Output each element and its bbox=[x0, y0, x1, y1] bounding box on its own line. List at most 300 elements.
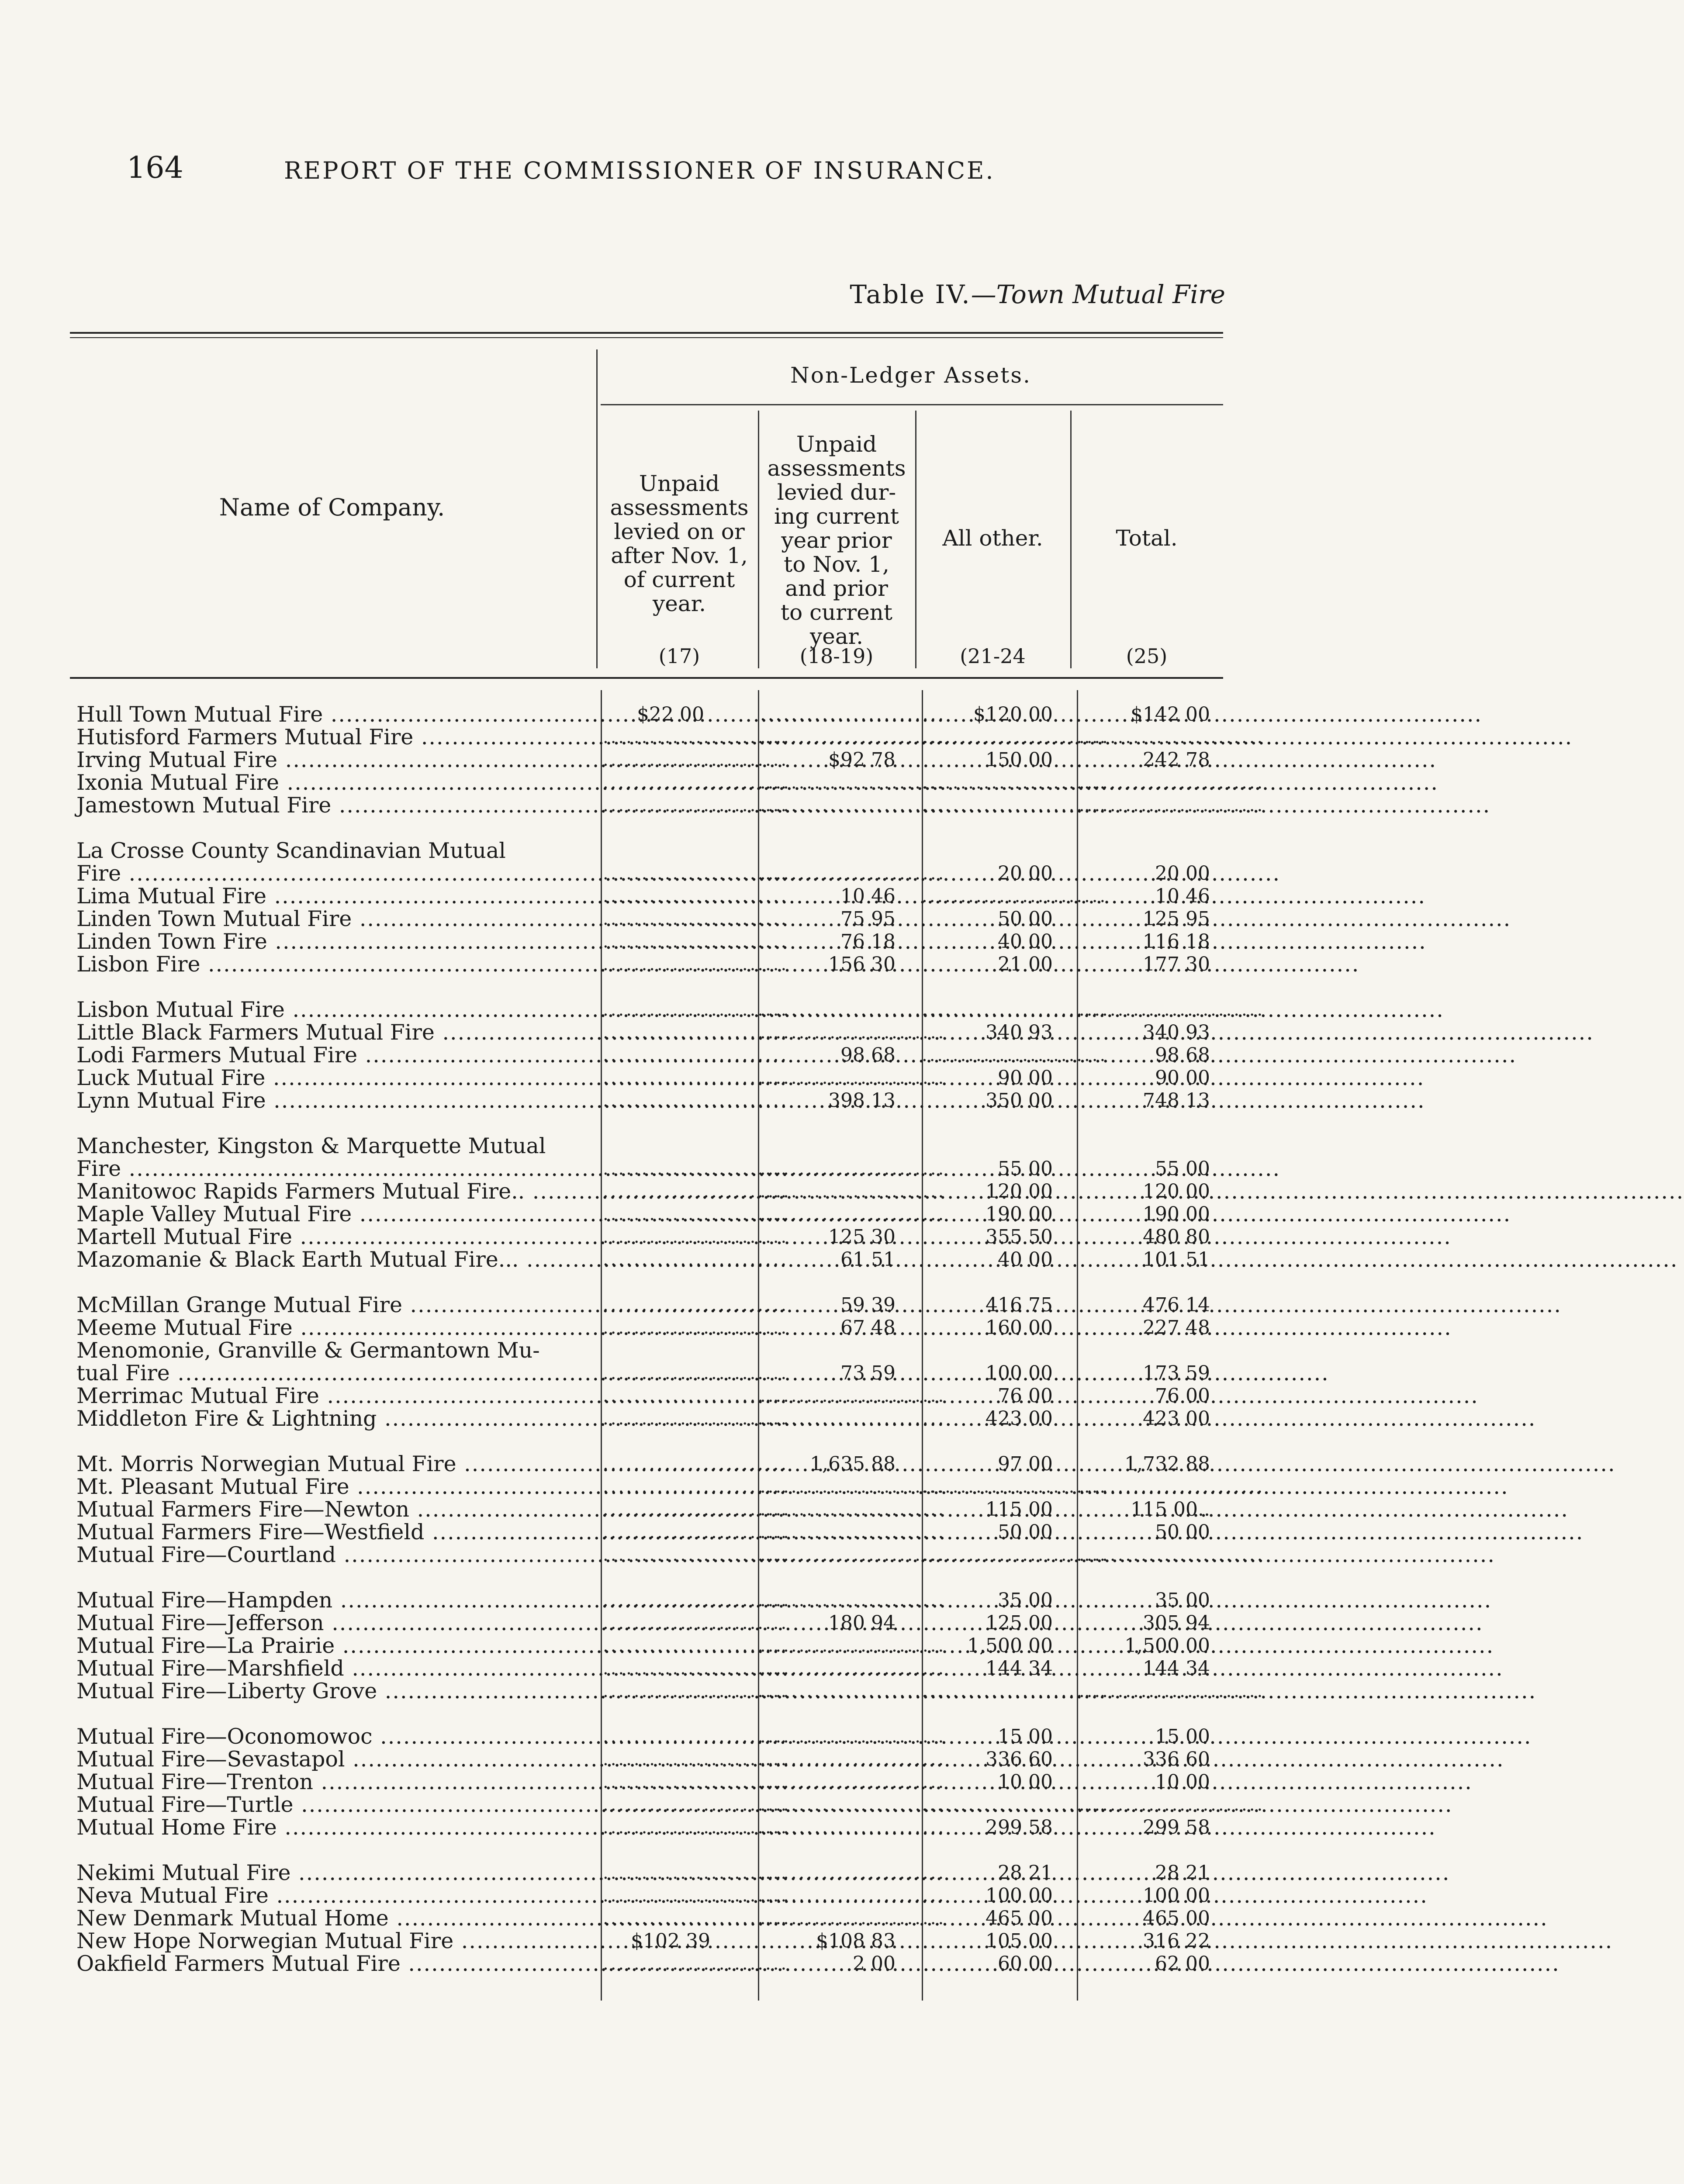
header-line: assessments bbox=[610, 495, 749, 520]
company-name: Lisbon Fire ..... bbox=[76, 953, 592, 976]
table-row bbox=[0, 794, 1276, 817]
value-c21: 299 58 bbox=[986, 1816, 1053, 1838]
value-c25: 423 00 bbox=[1143, 1407, 1210, 1430]
leader-dots-c17: ........................ bbox=[603, 1068, 789, 1088]
value-c25: 177 30 bbox=[1143, 953, 1210, 975]
value-c25: 55 00 bbox=[1155, 1158, 1210, 1180]
table-row bbox=[0, 726, 1276, 749]
value-c18: 398 13 bbox=[828, 1089, 896, 1112]
leader-dots-c17: ........................ bbox=[603, 1636, 789, 1656]
leader-dots-c17: ........................ bbox=[603, 1318, 789, 1338]
leader-dots-c25: ........................ bbox=[1079, 1477, 1265, 1497]
company-name: Ixonia Mutual Fire ..... bbox=[76, 771, 592, 794]
table-row bbox=[0, 1089, 1276, 1112]
value-c18: 156 30 bbox=[828, 953, 896, 975]
column-header-21-24 bbox=[915, 526, 1070, 550]
company-name: Mutual Farmers Fire—Westfield ..... bbox=[76, 1521, 592, 1544]
value-c25: 336 60 bbox=[1143, 1748, 1210, 1770]
company-name: Lodi Farmers Mutual Fire ..... bbox=[76, 1044, 592, 1067]
value-c25: 120 00 bbox=[1143, 1180, 1210, 1203]
table-row bbox=[0, 1544, 1276, 1566]
company-name: Maple Valley Mutual Fire ..... bbox=[76, 1203, 592, 1226]
leader-dots-c17: ........................ bbox=[603, 1659, 789, 1679]
leader-dots-c21: ........................ bbox=[922, 795, 1108, 816]
table-row bbox=[0, 1317, 1276, 1339]
leader-dots-c17: ........................ bbox=[603, 1749, 789, 1769]
table-row bbox=[0, 1907, 1276, 1930]
column-number-17: (17) bbox=[658, 644, 700, 668]
company-name: Mutual Fire—Courtland ..... bbox=[76, 1544, 592, 1566]
value-c21: 105 00 bbox=[986, 1930, 1053, 1952]
header-line: year. bbox=[810, 624, 863, 649]
company-name: Mutual Fire—Jefferson ..... bbox=[76, 1612, 592, 1635]
value-c21: 416 75 bbox=[986, 1294, 1053, 1316]
value-c25: 476 14 bbox=[1143, 1294, 1210, 1316]
table-row bbox=[0, 953, 1276, 976]
column-number-25: (25) bbox=[1126, 644, 1168, 668]
company-name-continuation: tual Fire ..... bbox=[76, 1362, 592, 1385]
value-c21: 20 00 bbox=[998, 862, 1053, 885]
leader-dots-c25: ........................ bbox=[1079, 773, 1265, 793]
header-line: year prior bbox=[781, 528, 892, 553]
value-c21: 50 00 bbox=[998, 1521, 1053, 1543]
table-row bbox=[0, 1180, 1276, 1203]
company-name: Lisbon Mutual Fire ..... bbox=[76, 999, 592, 1021]
table-row bbox=[0, 999, 1276, 1021]
value-c25: 15 00 bbox=[1155, 1725, 1210, 1748]
leader-dots-c17: ........................ bbox=[603, 750, 789, 770]
company-name: Hull Town Mutual Fire ..... bbox=[76, 703, 592, 726]
table-row bbox=[0, 1884, 1276, 1907]
leader-dots-c17: ........................ bbox=[603, 1545, 789, 1565]
company-name: New Hope Norwegian Mutual Fire ..... bbox=[76, 1930, 592, 1952]
leader-dots-c18: ........................ bbox=[760, 1659, 946, 1679]
page-header bbox=[0, 151, 1276, 186]
leader-dots-c17: ........................ bbox=[603, 1091, 789, 1111]
company-name: New Denmark Mutual Home ..... bbox=[76, 1907, 592, 1930]
leader-dots-c17: ........................ bbox=[603, 1477, 789, 1497]
value-c25: 305 94 bbox=[1143, 1612, 1210, 1634]
leader-dots-c18: ........................ bbox=[760, 1000, 946, 1020]
leader-dots-c25: ........................ bbox=[1079, 1795, 1265, 1815]
leader-dots-c17: ........................ bbox=[603, 1863, 789, 1883]
company-name: Mutual Fire—Hampden ..... bbox=[76, 1589, 592, 1612]
value-c25: 316 22 bbox=[1143, 1930, 1210, 1952]
table-row bbox=[0, 1816, 1276, 1839]
value-c18: 76 18 bbox=[840, 930, 896, 953]
header-line: All other. bbox=[942, 525, 1043, 551]
value-c21: 115 00 bbox=[986, 1498, 1053, 1521]
leader-dots-c21: ........................ bbox=[922, 1000, 1108, 1020]
table-row bbox=[0, 1044, 1276, 1067]
company-name: Mutual Fire—Marshfield ..... bbox=[76, 1657, 592, 1680]
table-row bbox=[0, 1294, 1276, 1317]
value-c18: 59 39 bbox=[840, 1294, 896, 1316]
table-row bbox=[0, 771, 1276, 794]
company-name: Linden Town Mutual Fire ..... bbox=[76, 908, 592, 930]
leader-dots-c18: ........................ bbox=[760, 727, 946, 747]
company-name: Mutual Home Fire ..... bbox=[76, 1816, 592, 1839]
value-c25: 1,732 88 bbox=[1124, 1453, 1210, 1475]
table-row bbox=[0, 749, 1276, 771]
value-c25: 227 48 bbox=[1143, 1317, 1210, 1339]
value-c25: 115 00.. bbox=[1131, 1498, 1210, 1521]
table-row bbox=[0, 840, 1276, 885]
leader-dots-c17: ........................ bbox=[603, 1522, 789, 1542]
value-c21: 340 93 bbox=[986, 1021, 1053, 1044]
value-c18: 98 68 bbox=[840, 1044, 896, 1066]
leader-dots-c18: ........................ bbox=[760, 1908, 946, 1928]
value-c21: 28 21 bbox=[998, 1862, 1053, 1884]
leader-dots-c17: ........................ bbox=[603, 1295, 789, 1315]
value-c21: 55 00 bbox=[998, 1158, 1053, 1180]
leader-dots-c18: ........................ bbox=[760, 1818, 946, 1838]
table-row bbox=[0, 1476, 1276, 1498]
table-row bbox=[0, 1203, 1276, 1226]
leader-dots-c17: ........................ bbox=[603, 1023, 789, 1043]
header-line: ing current bbox=[774, 504, 899, 529]
company-name: Lynn Mutual Fire ..... bbox=[76, 1089, 592, 1112]
value-c25: 299 58 bbox=[1143, 1816, 1210, 1838]
value-c25: 340 93 bbox=[1143, 1021, 1210, 1044]
leader-dots-c17: ........................ bbox=[603, 1590, 789, 1610]
value-c18: $92 78 bbox=[828, 749, 896, 771]
company-name: Middleton Fire & Lightning ..... bbox=[76, 1407, 592, 1430]
leader-dots-c17: ........................ bbox=[603, 1954, 789, 1974]
value-c25: 101 51 bbox=[1143, 1248, 1210, 1271]
value-c25: 100 00 bbox=[1143, 1884, 1210, 1907]
company-name: Nekimi Mutual Fire ..... bbox=[76, 1862, 592, 1884]
company-name: Martell Mutual Fire ..... bbox=[76, 1226, 592, 1248]
value-c21: 10 00 bbox=[998, 1771, 1053, 1793]
company-name: Mutual Fire—La Prairie ..... bbox=[76, 1635, 592, 1657]
company-name: Mutual Fire—Liberty Grove ..... bbox=[76, 1680, 592, 1703]
leader-dots-c17: ........................ bbox=[603, 1772, 789, 1792]
header-line: Unpaid bbox=[639, 471, 720, 496]
leader-dots-c17: ........................ bbox=[603, 1045, 789, 1065]
leader-dots-c21: ........................ bbox=[922, 1045, 1108, 1065]
leader-dots-c18: ........................ bbox=[760, 1545, 946, 1565]
leader-dots-c18: ........................ bbox=[760, 1636, 946, 1656]
company-name: Menomonie, Granville & Germantown Mu- bbox=[76, 1338, 540, 1363]
value-c25: 90 00 bbox=[1155, 1067, 1210, 1089]
table-row bbox=[0, 1135, 1276, 1180]
leader-dots-c17: ........................ bbox=[603, 1182, 789, 1202]
leader-dots-c17: ........................ bbox=[603, 1227, 789, 1247]
leader-dots-c21: ........................ bbox=[922, 1681, 1108, 1701]
company-name: Lima Mutual Fire ..... bbox=[76, 885, 592, 908]
leader-dots-c25: ........................ bbox=[1079, 795, 1265, 816]
leader-dots-c18: ........................ bbox=[760, 1409, 946, 1429]
top-rule-thin bbox=[70, 337, 1223, 338]
name-column-header: Name of Company. bbox=[219, 494, 445, 521]
value-c18: 61 51 bbox=[840, 1248, 896, 1271]
value-c21: 465 00 bbox=[986, 1907, 1053, 1929]
table-row bbox=[0, 930, 1276, 953]
value-c21: 350 00 bbox=[986, 1089, 1053, 1112]
leader-dots-c25: ........................ bbox=[1079, 727, 1265, 747]
table-row bbox=[0, 1771, 1276, 1794]
company-name-continuation: Fire ..... bbox=[76, 862, 592, 885]
table-row bbox=[0, 1407, 1276, 1430]
col-divider-name bbox=[596, 349, 598, 668]
leader-dots-c17: ........................ bbox=[603, 1363, 789, 1383]
value-c18: 2 00 bbox=[853, 1952, 896, 1975]
header-line: Total. bbox=[1116, 525, 1178, 551]
column-header-17 bbox=[601, 472, 758, 616]
col-divider-17 bbox=[758, 411, 759, 668]
value-c17: $22 00 bbox=[637, 703, 704, 726]
company-name: Mutual Fire—Sevastapol ..... bbox=[76, 1748, 592, 1771]
company-name: Mt. Pleasant Mutual Fire ..... bbox=[76, 1476, 592, 1498]
column-number-18-19: (18-19) bbox=[799, 644, 874, 668]
leader-dots-c17: ........................ bbox=[603, 773, 789, 793]
company-name: Manchester, Kingston & Marquette Mutual bbox=[76, 1133, 546, 1158]
value-c21: 125 00 bbox=[986, 1612, 1053, 1634]
value-c21: 423 00 bbox=[986, 1407, 1053, 1430]
table-title bbox=[850, 280, 1225, 309]
value-c21: 97 00 bbox=[998, 1453, 1053, 1475]
column-number-21-24: (21-24 bbox=[960, 644, 1026, 668]
company-name-continuation: Fire ..... bbox=[76, 1158, 592, 1180]
table-row bbox=[0, 1635, 1276, 1657]
leader-dots-c17: ........................ bbox=[603, 932, 789, 952]
value-c25: 1,500 00 bbox=[1124, 1635, 1210, 1657]
leader-dots-c17: ........................ bbox=[603, 1454, 789, 1474]
leader-dots-c18: ........................ bbox=[760, 1204, 946, 1224]
col-divider-18 bbox=[915, 411, 916, 668]
value-c21: 190 00 bbox=[986, 1203, 1053, 1225]
leader-dots-c21: ........................ bbox=[922, 727, 1108, 747]
value-c21: 21 00 bbox=[998, 953, 1053, 975]
group-underline bbox=[601, 404, 1223, 405]
value-c18: 73 59 bbox=[840, 1362, 896, 1384]
value-c21: 100 00 bbox=[986, 1362, 1053, 1384]
value-c18: $108 83 bbox=[816, 1930, 896, 1952]
value-c21: 60 00 bbox=[998, 1952, 1053, 1975]
col-divider-21 bbox=[1070, 411, 1072, 668]
value-c21: 40 00 bbox=[998, 1248, 1053, 1271]
company-name: Mazomanie & Black Earth Mutual Fire... ..... bbox=[76, 1248, 592, 1271]
column-header-18-19 bbox=[758, 432, 915, 649]
leader-dots-c18: ........................ bbox=[760, 1772, 946, 1792]
value-c25: 50 00 bbox=[1155, 1521, 1210, 1543]
value-c21: 1,500 00 bbox=[967, 1635, 1053, 1657]
value-c18: 1,635 88 bbox=[810, 1453, 896, 1475]
header-line: year. bbox=[653, 591, 706, 616]
leader-dots-c18: ........................ bbox=[760, 1727, 946, 1747]
value-c25: 480 80 bbox=[1143, 1226, 1210, 1248]
leader-dots-c18: ........................ bbox=[760, 773, 946, 793]
leader-dots-c18: ........................ bbox=[760, 1749, 946, 1769]
leader-dots-c25: ........................ bbox=[1079, 1681, 1265, 1701]
table-subtitle: —Town Mutual Fire bbox=[971, 280, 1225, 309]
value-c21: 50 00 bbox=[998, 908, 1053, 930]
company-name: Oakfield Farmers Mutual Fire ..... bbox=[76, 1952, 592, 1975]
leader-dots-c17: ........................ bbox=[603, 795, 789, 816]
company-name: Meeme Mutual Fire ..... bbox=[76, 1317, 592, 1339]
leader-dots-c18: ........................ bbox=[760, 1182, 946, 1202]
leader-dots-c17: ........................ bbox=[603, 886, 789, 906]
value-c17: $102 39 bbox=[631, 1930, 710, 1952]
leader-dots-c17: ........................ bbox=[603, 1204, 789, 1224]
value-c25: 173 59 bbox=[1143, 1362, 1210, 1384]
table-row bbox=[0, 1952, 1276, 1975]
company-name: La Crosse County Scandinavian Mutual bbox=[76, 838, 506, 863]
page-number: 164 bbox=[127, 151, 183, 185]
header-line: after Nov. 1, bbox=[611, 543, 748, 568]
leader-dots-c17: ........................ bbox=[603, 1613, 789, 1633]
value-c18: 67 48 bbox=[840, 1317, 896, 1339]
leader-dots-c18: ........................ bbox=[760, 1386, 946, 1406]
value-c21: 160 00 bbox=[986, 1317, 1053, 1339]
table-row bbox=[0, 1067, 1276, 1089]
value-c25: 10 46 bbox=[1155, 885, 1210, 907]
leader-dots-c21: ........................ bbox=[922, 773, 1108, 793]
table-row bbox=[0, 1385, 1276, 1407]
table-row bbox=[0, 703, 1276, 726]
leader-dots-c17: ........................ bbox=[603, 909, 789, 929]
company-name: McMillan Grange Mutual Fire ..... bbox=[76, 1294, 592, 1317]
value-c21: 90 00 bbox=[998, 1067, 1053, 1089]
value-c25: 465 00 bbox=[1143, 1907, 1210, 1929]
table-row bbox=[0, 1725, 1276, 1748]
table-row bbox=[0, 1862, 1276, 1884]
leader-dots-c17: ........................ bbox=[603, 727, 789, 747]
value-c25: $142 00 bbox=[1131, 703, 1210, 726]
value-c21: 336 60 bbox=[986, 1748, 1053, 1770]
value-c25: 125 95 bbox=[1143, 908, 1210, 930]
company-name: Neva Mutual Fire ..... bbox=[76, 1884, 592, 1907]
leader-dots-c18: ........................ bbox=[760, 1522, 946, 1542]
value-c25: 35 00 bbox=[1155, 1589, 1210, 1611]
leader-dots-c17: ........................ bbox=[603, 1681, 789, 1701]
leader-dots-c17: ........................ bbox=[603, 1818, 789, 1838]
leader-dots-c25: ........................ bbox=[1079, 1545, 1265, 1565]
leader-dots-c18: ........................ bbox=[760, 795, 946, 816]
leader-dots-c17: ........................ bbox=[603, 1795, 789, 1815]
leader-dots-c17: ........................ bbox=[603, 1886, 789, 1906]
header-line: to Nov. 1, bbox=[784, 552, 889, 577]
table-row bbox=[0, 1748, 1276, 1771]
leader-dots-c18: ........................ bbox=[760, 1681, 946, 1701]
leader-dots-c25: ........................ bbox=[1079, 1000, 1265, 1020]
table-row bbox=[0, 1930, 1276, 1952]
leader-dots-c17: ........................ bbox=[603, 1908, 789, 1928]
top-rule bbox=[70, 332, 1223, 334]
leader-dots-c17: ........................ bbox=[603, 1727, 789, 1747]
leader-dots-c21: ........................ bbox=[922, 1795, 1108, 1815]
leader-dots-c17: ........................ bbox=[603, 1250, 789, 1270]
header-line: levied dur- bbox=[777, 480, 896, 505]
leader-dots-c17: ........................ bbox=[603, 1500, 789, 1520]
value-c21: 76 00 bbox=[998, 1385, 1053, 1407]
company-name: Luck Mutual Fire ..... bbox=[76, 1067, 592, 1089]
value-c18: 75 95 bbox=[840, 908, 896, 930]
leader-dots-c21: ........................ bbox=[922, 886, 1108, 906]
table-label: Table IV. bbox=[850, 280, 971, 309]
company-name: Hutisford Farmers Mutual Fire ..... bbox=[76, 726, 592, 749]
leader-dots-c18: ........................ bbox=[760, 1500, 946, 1520]
company-name: Mutual Fire—Oconomowoc ..... bbox=[76, 1725, 592, 1748]
value-c25: 20 00 bbox=[1155, 862, 1210, 885]
value-c21: 15 00 bbox=[998, 1725, 1053, 1748]
header-line: and prior bbox=[785, 576, 888, 601]
header-line: of current bbox=[623, 567, 735, 592]
group-header: Non-Ledger Assets. bbox=[790, 363, 1031, 388]
table-row bbox=[0, 1521, 1276, 1544]
value-c21: 150 00 bbox=[986, 749, 1053, 771]
leader-dots-c18: ........................ bbox=[760, 1068, 946, 1088]
value-c18: 10 46 bbox=[840, 885, 896, 907]
value-c18: 125 30 bbox=[828, 1226, 896, 1248]
table-row bbox=[0, 885, 1276, 908]
leader-dots-c17: ........................ bbox=[603, 864, 789, 884]
value-c21: 35 00 bbox=[998, 1589, 1053, 1611]
leader-dots-c18: ........................ bbox=[760, 1023, 946, 1043]
value-c21: 355 50 bbox=[986, 1226, 1053, 1248]
table-row bbox=[0, 1612, 1276, 1635]
leader-dots-c18: ........................ bbox=[760, 705, 946, 725]
value-c25: 242 78 bbox=[1143, 749, 1210, 771]
company-name: Mt. Morris Norwegian Mutual Fire ..... bbox=[76, 1453, 592, 1476]
value-c21: 144 34 bbox=[986, 1657, 1053, 1679]
value-c25: 62 00 bbox=[1155, 1952, 1210, 1975]
column-header-25 bbox=[1070, 526, 1223, 550]
company-name: Irving Mutual Fire ..... bbox=[76, 749, 592, 771]
table-row bbox=[0, 1794, 1276, 1816]
value-c25: 28 21 bbox=[1155, 1862, 1210, 1884]
company-name: Mutual Fire—Turtle ..... bbox=[76, 1794, 592, 1816]
leader-dots-c17: ........................ bbox=[603, 1409, 789, 1429]
value-c25: 144 34 bbox=[1143, 1657, 1210, 1679]
table-row bbox=[0, 1680, 1276, 1703]
value-c21: 40 00 bbox=[998, 930, 1053, 953]
header-line: assessments bbox=[767, 456, 906, 481]
company-name: Merrimac Mutual Fire ..... bbox=[76, 1385, 592, 1407]
company-name: Manitowoc Rapids Farmers Mutual Fire.. ..... bbox=[76, 1180, 592, 1203]
leader-dots-c18: ........................ bbox=[760, 1795, 946, 1815]
leader-dots-c17: ........................ bbox=[603, 1000, 789, 1020]
leader-dots-c18: ........................ bbox=[760, 1159, 946, 1179]
table-row bbox=[0, 1453, 1276, 1476]
company-name: Jamestown Mutual Fire ..... bbox=[76, 794, 592, 817]
leader-dots-c18: ........................ bbox=[760, 1863, 946, 1883]
table-row bbox=[0, 1589, 1276, 1612]
value-c25: 748 13 bbox=[1143, 1089, 1210, 1112]
running-title: REPORT OF THE COMMISSIONER OF INSURANCE. bbox=[284, 157, 995, 184]
table-row bbox=[0, 908, 1276, 930]
value-c25: 190 00 bbox=[1143, 1203, 1210, 1225]
value-c21: 100 00 bbox=[986, 1884, 1053, 1907]
company-name: Mutual Farmers Fire—Newton ..... bbox=[76, 1498, 592, 1521]
value-c21: 120 00 bbox=[986, 1180, 1053, 1203]
header-line: to current bbox=[781, 600, 892, 625]
table-row bbox=[0, 1657, 1276, 1680]
leader-dots-c18: ........................ bbox=[760, 1886, 946, 1906]
value-c25: 116 18 bbox=[1143, 930, 1210, 953]
table-row bbox=[0, 1498, 1276, 1521]
header-bottom-rule bbox=[70, 677, 1223, 679]
leader-dots-c17: ........................ bbox=[603, 1159, 789, 1179]
value-c18: 180 94 bbox=[828, 1612, 896, 1634]
value-c25: 10 00 bbox=[1155, 1771, 1210, 1793]
table-row bbox=[0, 1021, 1276, 1044]
value-c25: 76 00 bbox=[1155, 1385, 1210, 1407]
value-c25: 98 68 bbox=[1155, 1044, 1210, 1066]
leader-dots-c17: ........................ bbox=[603, 954, 789, 975]
leader-dots-c18: ........................ bbox=[760, 1477, 946, 1497]
